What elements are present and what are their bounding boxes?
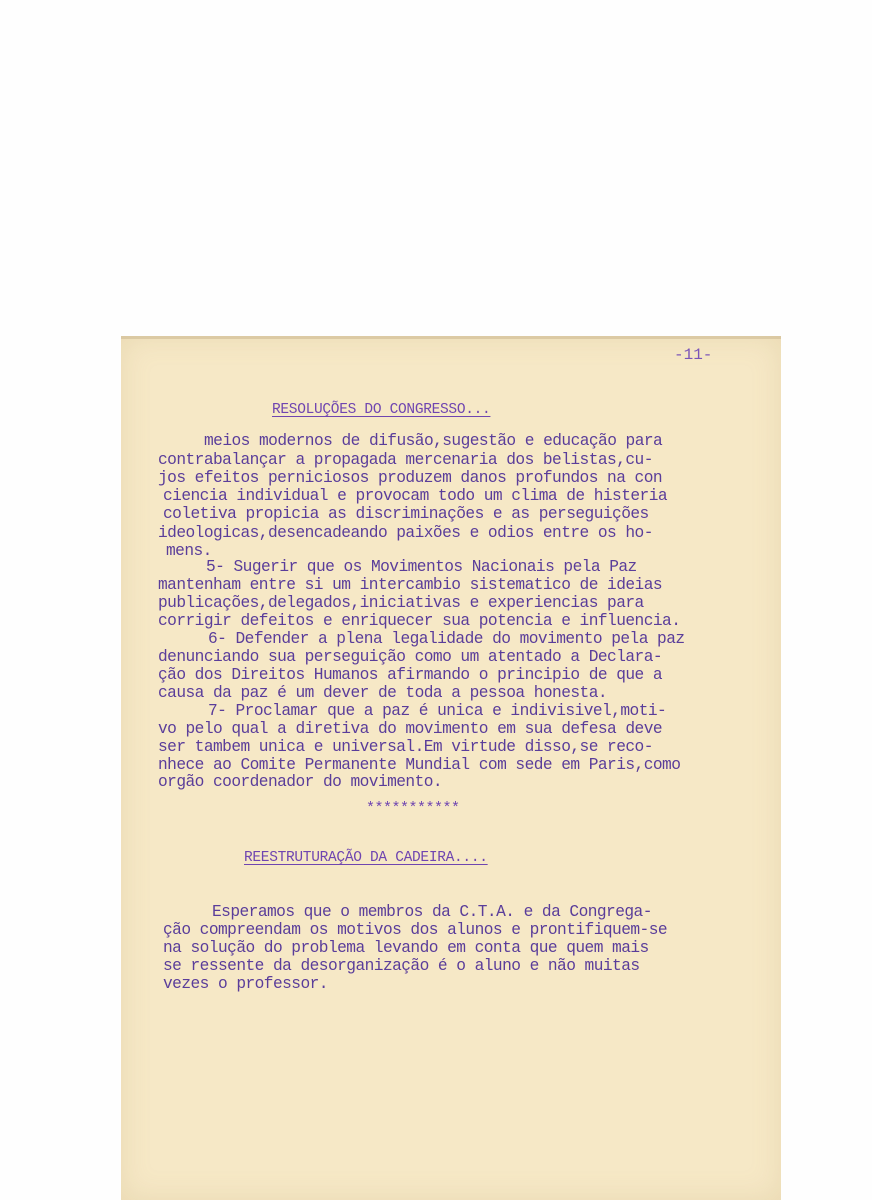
text-line: se ressente da desorganização é o aluno e não muitas xyxy=(163,957,640,975)
text-line: coletiva propicia as discriminações e as perseguições xyxy=(163,505,649,523)
text-line: 6- Defender a plena legalidade do movimento pela paz xyxy=(208,630,685,648)
section-separator: *********** xyxy=(366,800,460,817)
text-line: na solução do problema levando em conta que quem mais xyxy=(163,939,649,957)
text-line: Esperamos que o membros da C.T.A. e da Congrega- xyxy=(212,903,652,921)
text-line: meios modernos de difusão,sugestão e educação para xyxy=(204,432,663,450)
text-line: mantenham entre si um intercambio sistematico de ideias xyxy=(158,576,663,594)
text-line: jos efeitos perniciosos produzem danos profundos na con xyxy=(158,469,663,487)
text-line: publicações,delegados,iniciativas e experiencias para xyxy=(158,594,644,612)
section-heading-reestruturacao: REESTRUTURAÇÃO DA CADEIRA.... xyxy=(244,850,488,866)
page-number: -11- xyxy=(674,346,713,364)
text-line: mens. xyxy=(166,542,212,560)
sheet-top-edge xyxy=(121,336,781,339)
text-line: vo pelo qual a diretiva do movimento em sua defesa deve xyxy=(158,720,663,738)
text-line: causa da paz é um dever de toda a pessoa honesta. xyxy=(158,684,608,702)
text-line: denunciando sua perseguição como um atentado a Declara- xyxy=(158,648,663,666)
text-line: nhece ao Comite Permanente Mundial com sede em Paris,como xyxy=(158,756,681,774)
text-line: ção dos Direitos Humanos afirmando o principio de que a xyxy=(158,666,663,684)
text-line: orgão coordenador do movimento. xyxy=(158,773,443,791)
text-line: 7- Proclamar que a paz é unica e indivisivel,moti- xyxy=(208,702,667,720)
text-line: contrabalançar a propagada mercenaria dos belistas,cu- xyxy=(158,451,653,469)
text-line: 5- Sugerir que os Movimentos Nacionais pela Paz xyxy=(206,558,637,576)
text-line: ção compreendam os motivos dos alunos e prontifiquem-se xyxy=(163,921,668,939)
text-line: ideologicas,desencadeando paixões e odios entre os ho- xyxy=(158,524,653,542)
text-line: vezes o professor. xyxy=(163,975,328,993)
text-line: ciencia individual e provocam todo um clima de histeria xyxy=(163,487,668,505)
text-line: ser tambem unica e universal.Em virtude disso,se reco- xyxy=(158,738,653,756)
text-line: corrigir defeitos e enriquecer sua potencia e influencia. xyxy=(158,612,681,630)
section-heading-resolucoes: RESOLUÇÕES DO CONGRESSO... xyxy=(272,402,491,418)
